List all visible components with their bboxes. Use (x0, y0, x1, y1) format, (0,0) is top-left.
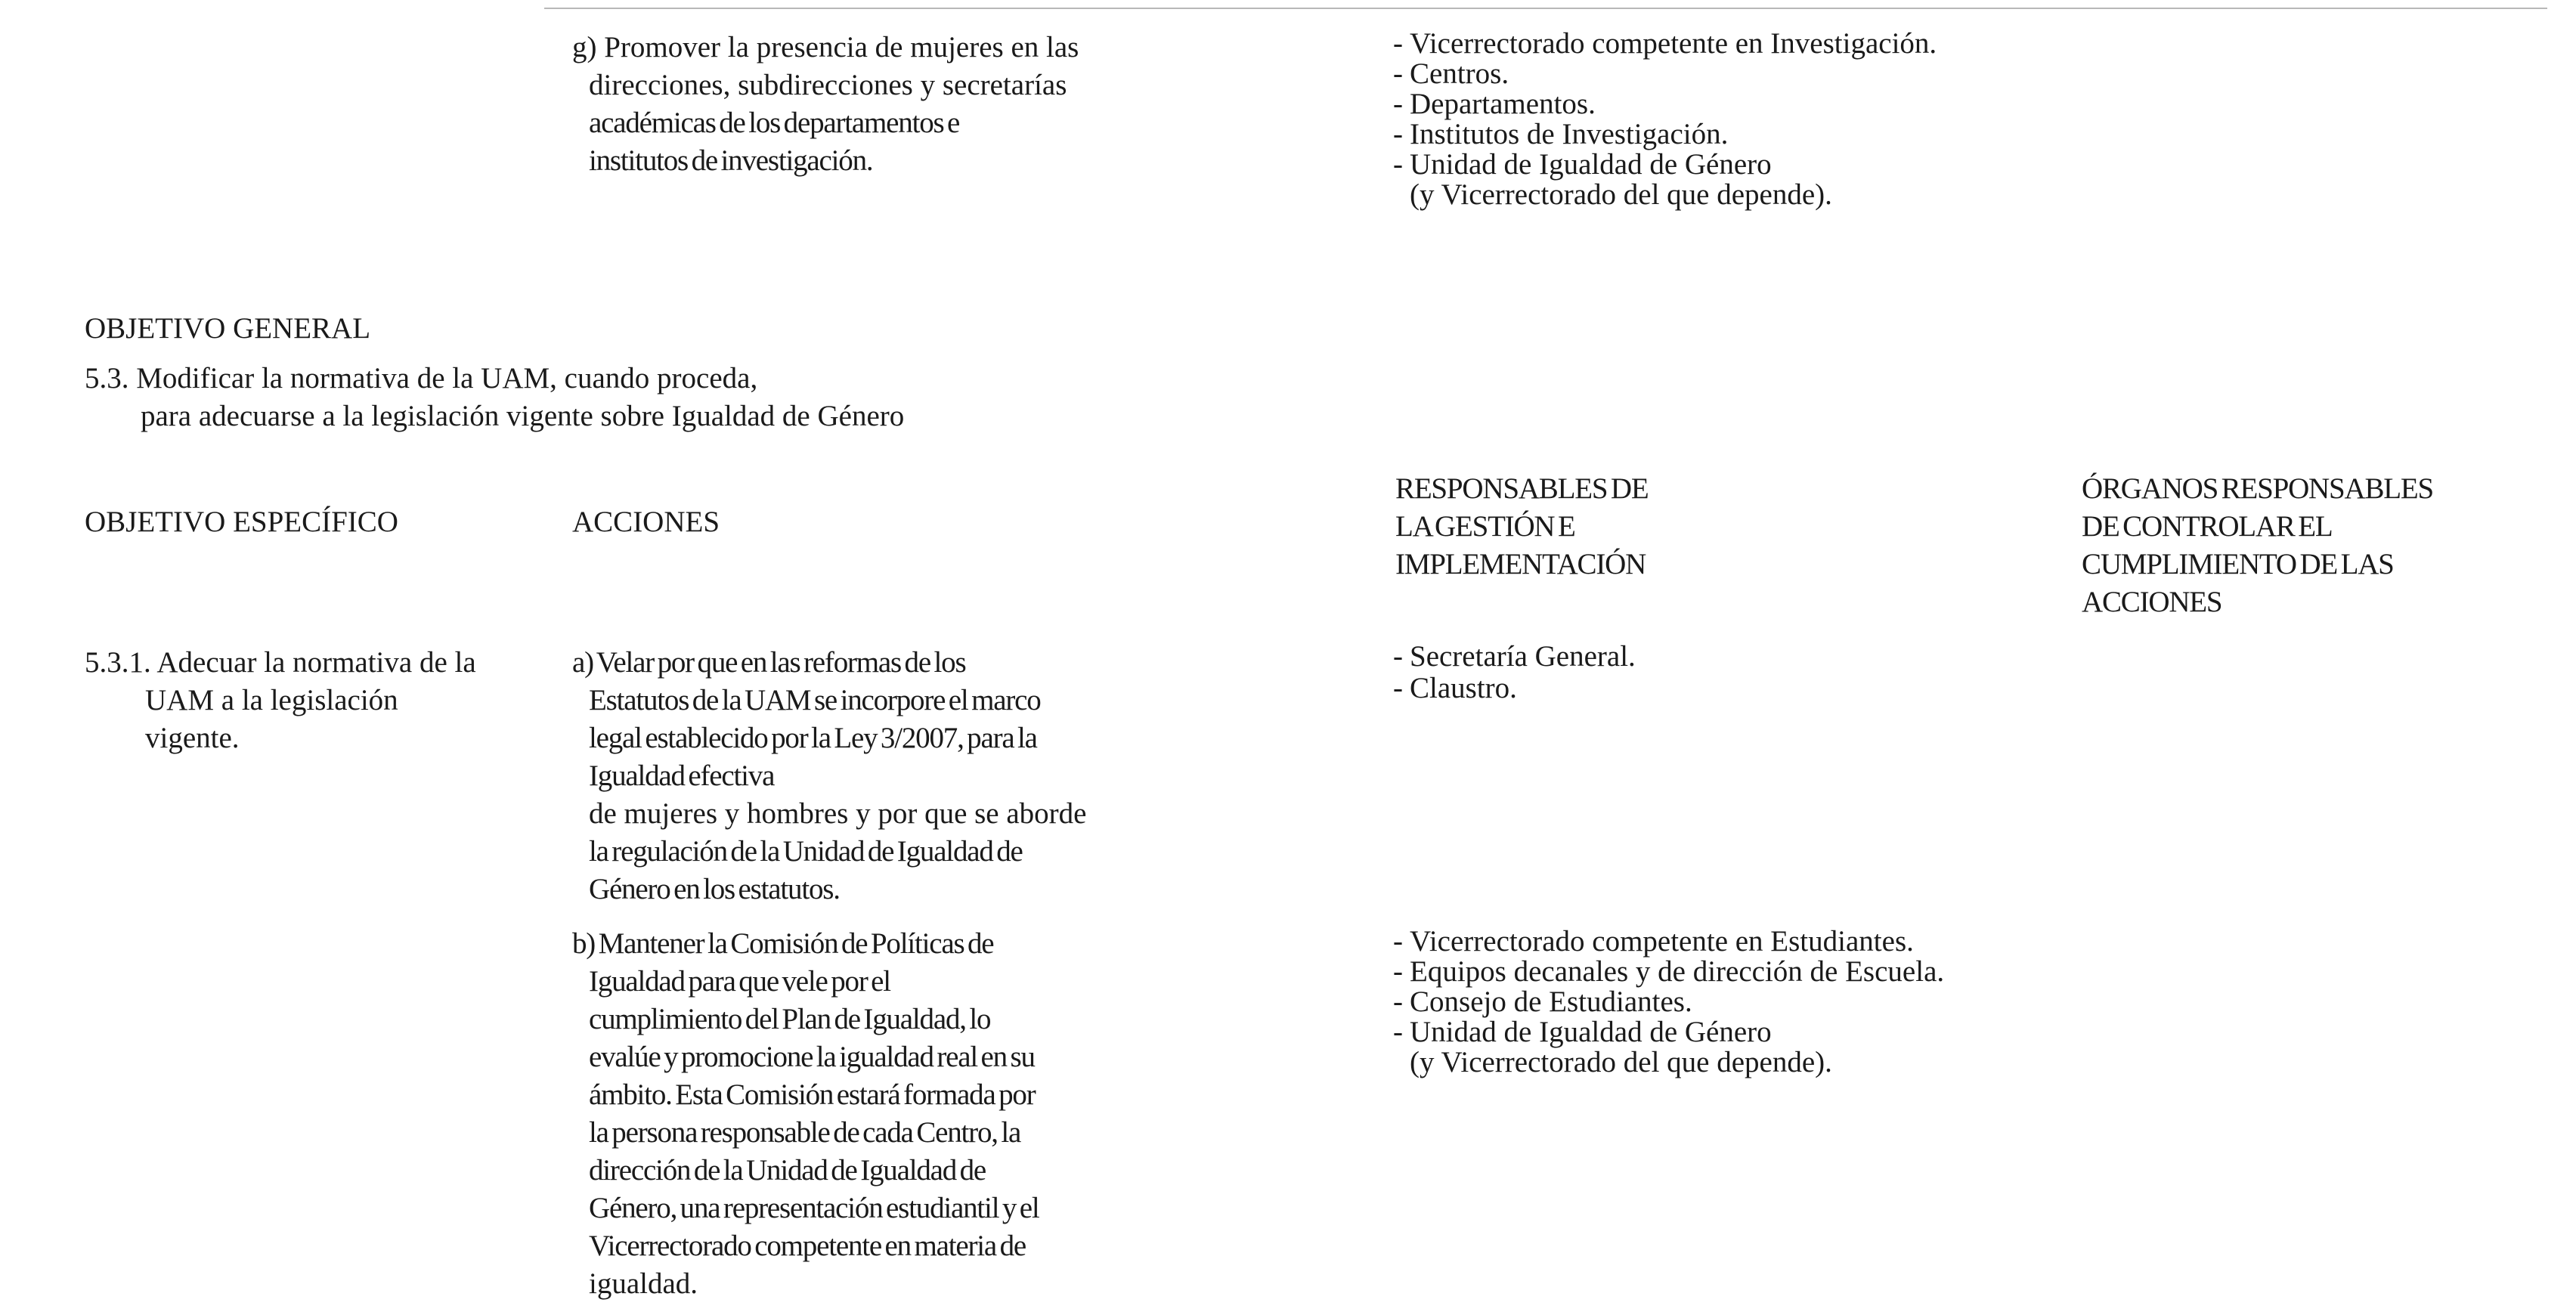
header-responsables-line: LA GESTIÓN E (1395, 510, 1575, 543)
bullet-dash: - (1393, 118, 1403, 150)
objetivo-especifico-line: UAM a la legislación (145, 684, 398, 716)
responsable-item: - Unidad de Igualdad de Género (1393, 148, 1772, 181)
responsable-item: - Institutos de Investigación. (1393, 118, 1729, 150)
objetivo-general-heading: OBJETIVO GENERAL (85, 312, 371, 345)
bullet-dash: - (1393, 1016, 1403, 1048)
top-divider-line (544, 8, 2547, 9)
action-a-responsables (1393, 641, 1636, 704)
responsable-item: - Departamentos. (1393, 88, 1596, 120)
bullet-dash: - (1393, 88, 1403, 120)
responsable-item: - Vicerrectorado competente en Investigación. (1393, 27, 1937, 60)
responsable-item: (y Vicerrectorado del que depende). (1410, 178, 1832, 211)
responsable-item: - Secretaría General. (1393, 640, 1636, 673)
action-a-line: de mujeres y hombres y por que se aborde (589, 797, 1087, 830)
bullet-dash: - (1393, 148, 1403, 181)
header-responsables-line: IMPLEMENTACIÓN (1395, 548, 1646, 580)
objetivo-general-line: 5.3. Modificar la normativa de la UAM, cuando proceda, (85, 362, 758, 394)
header-responsables (1395, 470, 1649, 583)
action-b-line: Vicerrectorado competente en materia de (589, 1230, 1026, 1262)
responsable-item: - Equipos decanales y de dirección de Escuela. (1393, 955, 1945, 988)
header-responsables-line: RESPONSABLES DE (1395, 472, 1649, 505)
objetivo-especifico-line: vigente. (145, 722, 240, 754)
action-a-line: legal establecido por la Ley 3/2007, para la (589, 722, 1037, 754)
bullet-dash: - (1393, 27, 1403, 60)
action-b-line: la persona responsable de cada Centro, la (589, 1116, 1021, 1149)
action-b-line: ámbito. Esta Comisión estará formada por (589, 1078, 1036, 1111)
bullet-dash: - (1393, 985, 1403, 1018)
action-b-line: igualdad. (589, 1267, 698, 1300)
action-g-line: institutos de investigación. (589, 144, 873, 177)
action-g-line: g) Promover la presencia de mujeres en las (572, 31, 1079, 63)
objetivo-especifico-text (85, 644, 476, 757)
action-g-line: direcciones, subdirecciones y secretarías (589, 69, 1067, 101)
action-g-line: académicas de los departamentos e (589, 107, 960, 139)
action-b-line: cumplimiento del Plan de Igualdad, lo (589, 1003, 991, 1035)
bullet-dash: - (1393, 955, 1403, 988)
header-acciones: ACCIONES (572, 506, 720, 538)
action-b-responsables (1393, 927, 1944, 1078)
action-b-text (572, 925, 1039, 1303)
bullet-dash: - (1393, 57, 1403, 90)
bullet-dash: - (1393, 640, 1403, 673)
header-organos (2082, 470, 2433, 621)
header-organos-line: CUMPLIMIENTO DE LAS (2082, 548, 2394, 580)
responsable-item: - Centros. (1393, 57, 1509, 90)
action-a-line: Igualdad efectiva (589, 760, 775, 792)
action-g-text (572, 29, 1079, 180)
header-organos-line: ÓRGANOS RESPONSABLES (2082, 472, 2434, 505)
responsable-item: - Consejo de Estudiantes. (1393, 985, 1692, 1018)
responsable-item: - Claustro. (1393, 672, 1517, 704)
header-objetivo-especifico: OBJETIVO ESPECÍFICO (85, 506, 398, 538)
bullet-dash: - (1393, 672, 1403, 704)
objetivo-especifico-line: 5.3.1. Adecuar la normativa de la (85, 646, 476, 679)
objetivo-general-text (85, 360, 904, 435)
action-b-line: Igualdad para que vele por el (589, 965, 890, 998)
responsable-item: - Vicerrectorado competente en Estudiantes. (1393, 925, 1914, 958)
header-organos-line: ACCIONES (2082, 586, 2222, 618)
action-a-line: a) Velar por que en las reformas de los (572, 646, 966, 679)
bullet-dash: - (1393, 925, 1403, 958)
action-a-line: Estatutos de la UAM se incorpore el marco (589, 684, 1041, 716)
responsable-item: - Unidad de Igualdad de Género (1393, 1016, 1772, 1048)
objetivo-general-line: para adecuarse a la legislación vigente sobre Igualdad de Género (141, 400, 905, 432)
action-b-line: b) Mantener la Comisión de Políticas de (572, 927, 994, 960)
action-a-line: la regulación de la Unidad de Igualdad de (589, 835, 1023, 868)
action-b-line: Género, una representación estudiantil y el (589, 1192, 1039, 1224)
action-b-line: evalúe y promocione la igualdad real en su (589, 1041, 1035, 1073)
action-g-responsables (1393, 29, 1937, 210)
action-b-line: dirección de la Unidad de Igualdad de (589, 1154, 986, 1187)
responsable-item: (y Vicerrectorado del que depende). (1410, 1046, 1832, 1078)
action-a-text (572, 644, 1086, 908)
header-organos-line: DE CONTROLAR EL (2082, 510, 2333, 543)
action-a-line: Género en los estatutos. (589, 873, 840, 905)
